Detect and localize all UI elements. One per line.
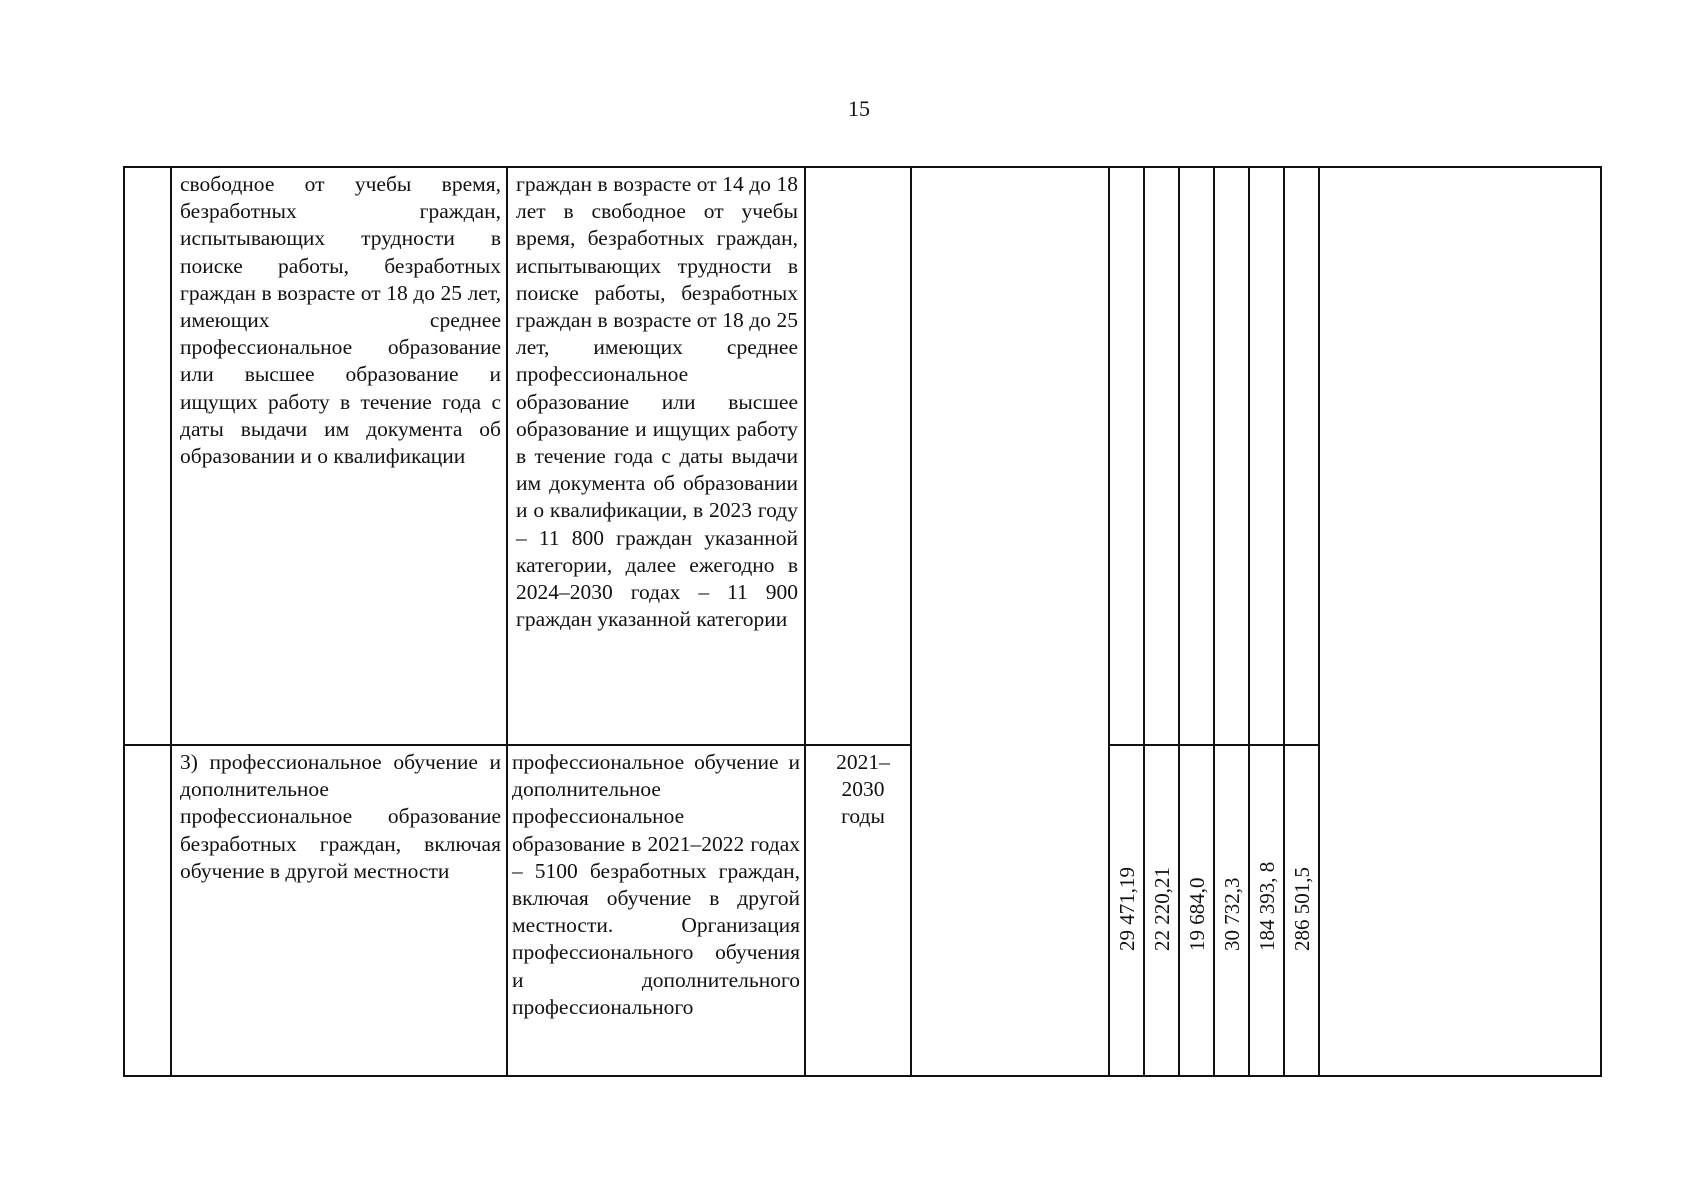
program-table — [123, 166, 1602, 1077]
amount-value: 19 684,0 — [1184, 877, 1209, 951]
column-divider — [910, 168, 912, 1075]
amount-value: 22 220,21 — [1149, 867, 1174, 951]
amount-cell — [1284, 762, 1319, 1079]
amount-value: 29 471,19 — [1114, 867, 1139, 951]
amount-cell — [1109, 762, 1144, 1079]
column-divider — [170, 168, 172, 1075]
row-2-result-cell: профессиональное обучение и дополнительное профессиональное образование в 2021–2022 годах – 5100 безработных граждан, включая обучение в другой местности. Организация профессионального обучения и дополнительного профессионального — [512, 750, 800, 1019]
amount-cell — [1249, 762, 1284, 1079]
column-divider — [804, 168, 806, 1075]
row-divider — [1108, 744, 1320, 746]
row-2-period-cell: 2021– 2030 годы — [836, 750, 890, 829]
amount-cell — [1144, 762, 1179, 1079]
row-2-measure-cell: 3) профессиональное обучение и дополнительное профессиональное образование безработных граждан, включая обучение в другой местности — [180, 750, 501, 883]
page-number: 15 — [848, 96, 870, 121]
amount-value: 184 393, 8 — [1254, 861, 1279, 951]
row-divider — [125, 744, 910, 746]
row-1-result-cell: граждан в возрасте от 14 до 18 лет в свободное от учебы время, безработных граждан, испытывающих трудности в поиске работы, безработных граждан в возрасте от 18 до 25 лет, имеющих среднее профессиональное образование или высшее образование и ищущих работу в течение года с даты выдачи им документа об образовании и о квалификации, в 2023 году – 11 800 граждан указанной категории, далее ежегодно в 2024–2030 годах – 11 900 граждан указанной категории — [516, 172, 798, 632]
amount-value: 30 732,3 — [1219, 877, 1244, 951]
amount-cell — [1214, 762, 1249, 1079]
row-1-measure-cell: свободное от учебы время, безработных граждан, испытывающих трудности в поиске работы, безработных граждан в возрасте от 18 до 25 лет, имеющих среднее профессиональное образование или высшее образование и ищущих работу в течение года с даты выдачи им документа об образовании и о квалификации — [180, 172, 501, 469]
amount-cell — [1179, 762, 1214, 1079]
column-divider — [506, 168, 508, 1075]
amount-value: 286 501,5 — [1289, 867, 1314, 951]
